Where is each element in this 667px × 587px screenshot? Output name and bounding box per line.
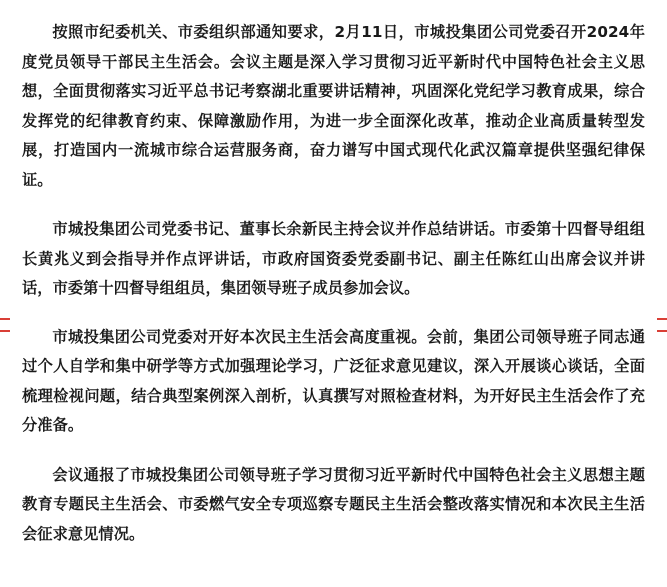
paragraph-4: 会议通报了市城投集团公司领导班子学习贯彻习近平新时代中国特色社会主义思想主题教育专题民主生活会、市委燃气安全专项巡察专题民主生活会整改落实情况和本次民主生活会征求意见情况。	[22, 465, 645, 543]
margin-mark-left-upper	[0, 318, 10, 320]
margin-mark-right-lower	[657, 330, 667, 332]
margin-mark-left-lower	[0, 330, 10, 332]
paragraph-3: 市城投集团公司党委对开好本次民主生活会高度重视。会前，集团公司领导班子同志通过个人自学和集中研学等方式加强理论学习，广泛征求意见建议，深入开展谈心谈话，全面梳理检视问题，结合典型案例深入剖析，认真撰写对照检查材料，为开好民主生活会作了充分准备。	[22, 327, 645, 434]
paragraph-1: 按照市纪委机关、市委组织部通知要求，2月11日，市城投集团公司党委召开2024年度党员领导干部民主生活会。会议主题是深入学习贯彻习近平新时代中国特色社会主义思想，全面贯彻落实习近平总书记考察湖北重要讲话精神，巩固深化党纪学习教育成果，综合发挥党的纪律教育约束、保障激励作用，为进一步全面深化改革，推动企业高质量转型发展，打造国内一流城市综合运营服务商，奋力谱写中国式现代化武汉篇章提供坚强纪律保证。	[22, 23, 645, 189]
margin-mark-right-upper	[657, 318, 667, 320]
paragraph-2: 市城投集团公司党委书记、董事长余新民主持会议并作总结讲话。市委第十四督导组组长黄兆义到会指导并作点评讲话，市政府国资委党委副书记、副主任陈红山出席会议并讲话，市委第十四督导组组员，集团领导班子成员参加会议。	[22, 220, 645, 297]
